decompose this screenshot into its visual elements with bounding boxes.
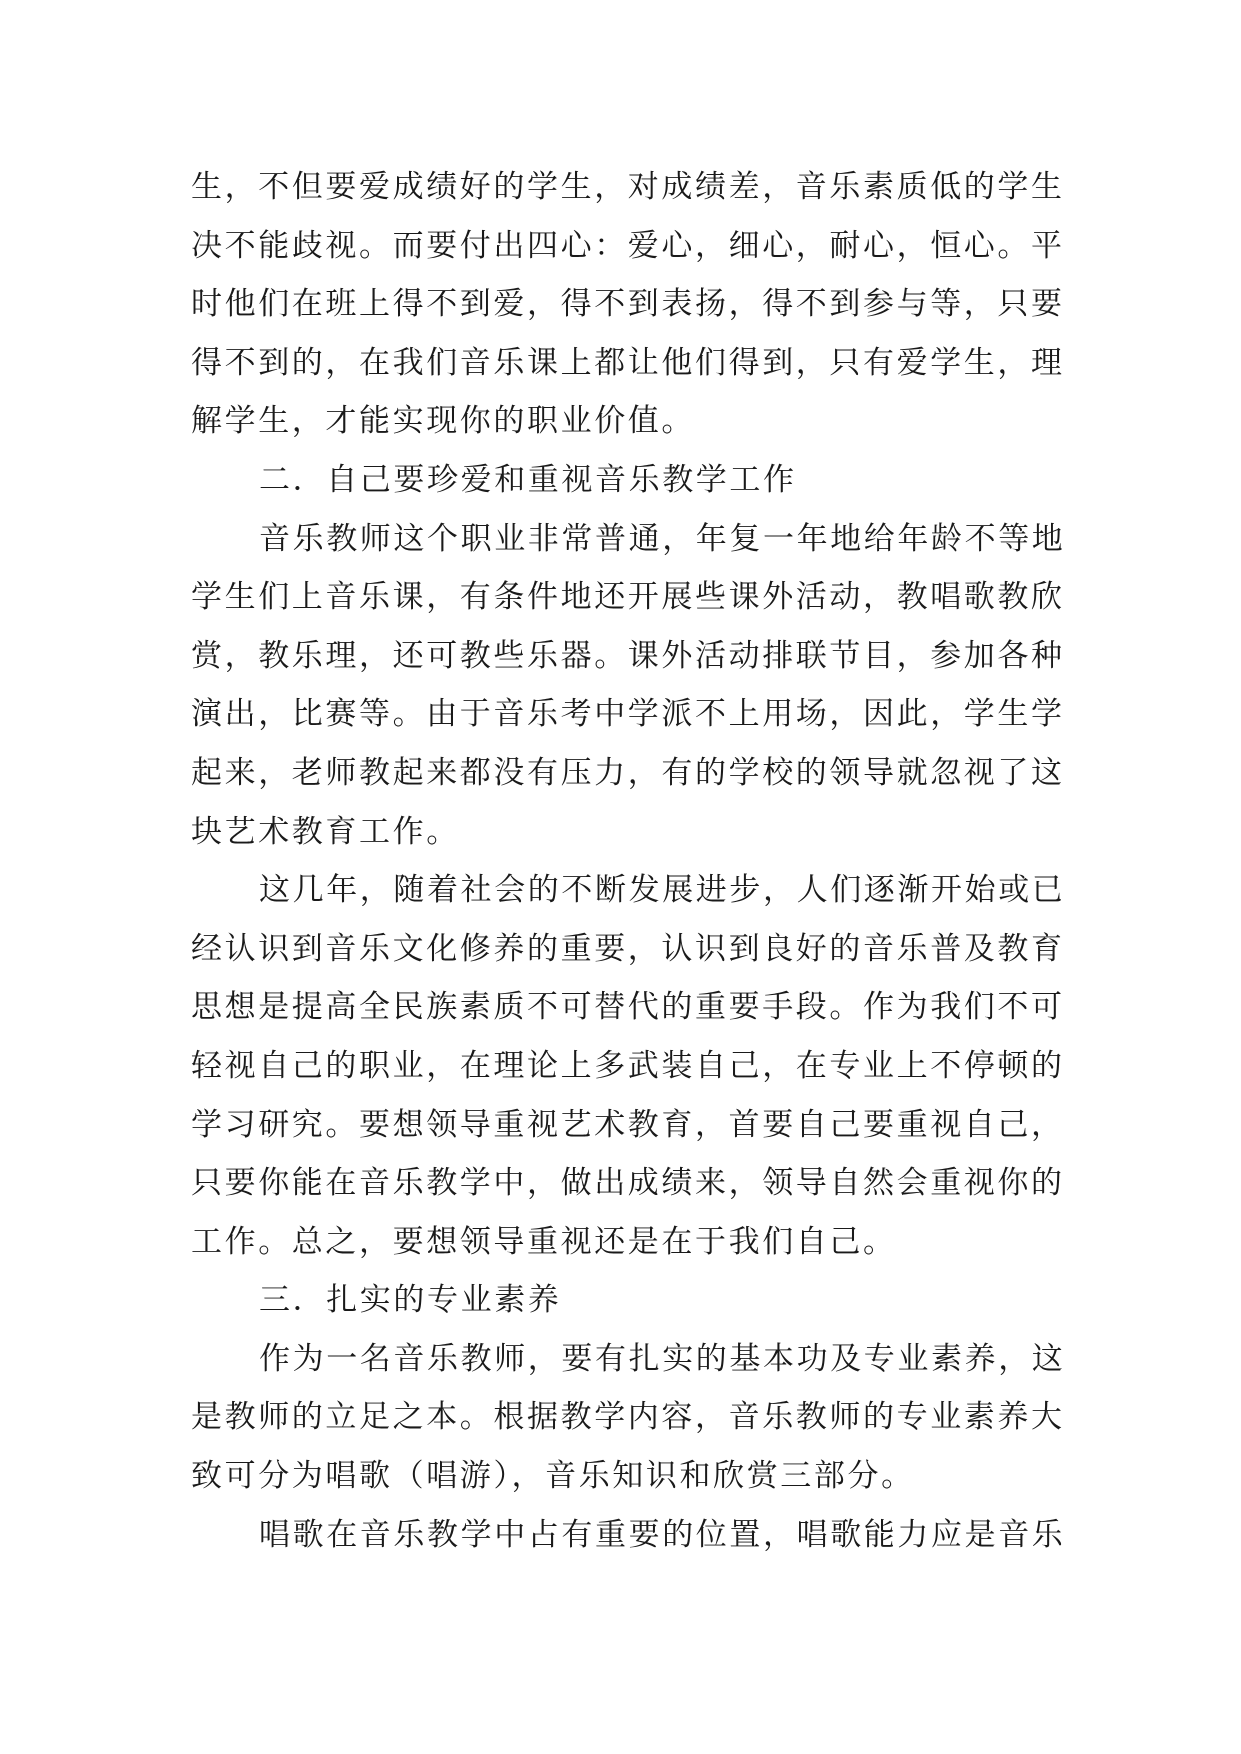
text-line: 学生们上音乐课，有条件地还开展些课外活动，教唱歌教欣 bbox=[191, 579, 1065, 616]
section-heading: 三．扎实的专业素养 bbox=[259, 1282, 562, 1319]
paragraph-start: 这几年，随着社会的不断发展进步，人们逐渐开始或已 bbox=[259, 872, 1066, 909]
text-line: 得不到的，在我们音乐课上都让他们得到，只有爱学生，理 bbox=[191, 344, 1065, 381]
text-line: 演出，比赛等。由于音乐考中学派不上用场，因此，学生学 bbox=[191, 696, 1065, 733]
text-line: 解学生，才能实现你的职业价值。 bbox=[191, 403, 695, 440]
text-line: 思想是提高全民族素质不可替代的重要手段。作为我们不可 bbox=[191, 989, 1065, 1026]
section-heading: 二．自己要珍爱和重视音乐教学工作 bbox=[259, 461, 797, 498]
text-line: 轻视自己的职业，在理论上多武装自己，在专业上不停顿的 bbox=[191, 1047, 1065, 1084]
paragraph-start: 作为一名音乐教师，要有扎实的基本功及专业素养，这 bbox=[259, 1340, 1066, 1377]
text-line: 生，不但要爱成绩好的学生，对成绩差，音乐素质低的学生 bbox=[191, 169, 1065, 205]
text-line: 只要你能在音乐教学中，做出成绩来，领导自然会重视你的 bbox=[191, 1165, 1065, 1202]
text-line: 时他们在班上得不到爱，得不到表扬，得不到参与等，只要 bbox=[191, 286, 1065, 323]
paragraph-start: 唱歌在音乐教学中占有重要的位置，唱歌能力应是音乐 bbox=[259, 1516, 1066, 1553]
paragraph-start: 音乐教师这个职业非常普通，年复一年地给年龄不等地 bbox=[259, 520, 1066, 557]
text-line: 学习研究。要想领导重视艺术教育，首要自己要重视自己， bbox=[191, 1106, 1065, 1143]
text-line: 是教师的立足之本。根据教学内容，音乐教师的专业素养大 bbox=[191, 1399, 1065, 1436]
text-line: 工作。总之，要想领导重视还是在于我们自己。 bbox=[191, 1223, 897, 1260]
text-line: 块艺术教育工作。 bbox=[191, 813, 460, 850]
text-line: 起来，老师教起来都没有压力，有的学校的领导就忽视了这 bbox=[191, 754, 1065, 791]
body-text bbox=[191, 158, 1066, 1564]
text-line: 致可分为唱歌（唱游），音乐知识和欣赏三部分。 bbox=[191, 1458, 915, 1495]
text-line: 决不能歧视。而要付出四心：爱心，细心，耐心，恒心。平 bbox=[191, 227, 1065, 264]
text-line: 经认识到音乐文化修养的重要，认识到良好的音乐普及教育 bbox=[191, 930, 1065, 967]
text-line: 赏，教乐理，还可教些乐器。课外活动排联节目，参加各种 bbox=[191, 637, 1065, 674]
